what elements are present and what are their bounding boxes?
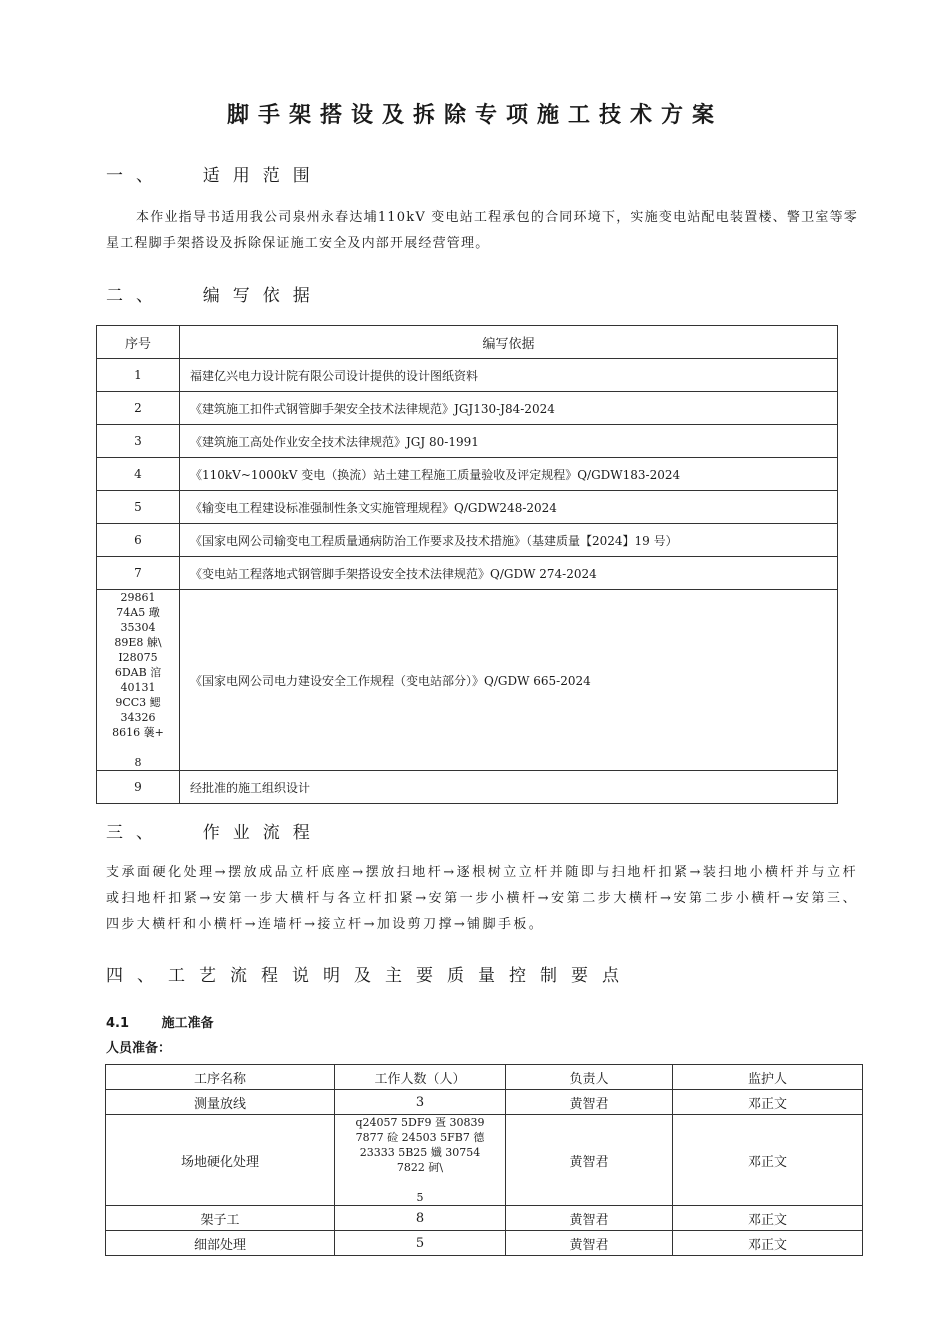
table-header-row — [106, 1065, 863, 1090]
row-text: 《国家电网公司输变电工程质量通病防治工作要求及技术措施》（基建质量【2024】19 号） — [180, 524, 838, 557]
worker-count: q24057 5DF9 疍 30839 7877 硷 24503 5FB7 德 23333 5B25 孅 30754 7822 砢\ 5 — [335, 1115, 506, 1206]
lead-person: 黄智君 — [506, 1231, 673, 1256]
section-heading-scope: 一、 适用范围 — [106, 166, 323, 186]
row-no: 6 — [97, 524, 180, 557]
row-no: 7 — [97, 557, 180, 590]
row-no: 29861 74A5 璥 35304 89E8 觫\ I28075 6DAB 涫 40131 9CC3 鳃 34326 8616 藵+ 8 — [97, 590, 180, 771]
table-row — [97, 458, 838, 491]
table-header-row — [97, 326, 838, 359]
table-row — [97, 590, 838, 771]
table-row — [106, 1090, 863, 1115]
worker-count: 3 — [335, 1090, 506, 1115]
row-no: 4 — [97, 458, 180, 491]
personnel-label: 人员准备： — [106, 1041, 172, 1056]
guard-person: 邓正文 — [673, 1231, 863, 1256]
row-no: 1 — [97, 359, 180, 392]
row-no: 5 — [97, 491, 180, 524]
guard-person: 邓正文 — [673, 1206, 863, 1231]
document-title: 脚手架搭设及拆除专项施工技术方案 — [226, 103, 723, 128]
table-row — [106, 1231, 863, 1256]
row-no: 9 — [97, 771, 180, 804]
flow-paragraph: 支承面硬化处理→摆放成品立杆底座→摆放扫地杆→逐根树立立杆并随即与扫地杆扣紧→装扫地小横杆并与立杆或扫地杆扣紧→安第一步大横杆与各立杆扣紧→安第一步小横杆→安第二步大横杆→安第二步小横杆→安第三、四步大横杆和小横杆→连墙杆→接立杆→加设剪刀撑→铺脚手板。 — [106, 865, 858, 932]
row-text: 福建亿兴电力设计院有限公司设计提供的设计图纸资料 — [180, 359, 838, 392]
table-row — [106, 1206, 863, 1231]
row-text: 《变电站工程落地式钢管脚手架搭设安全技术法律规范》Q/GDW 274-2024 — [180, 557, 838, 590]
guard-person: 邓正文 — [673, 1115, 863, 1206]
section-heading-basis: 二、 编写依据 — [106, 286, 323, 306]
scope-paragraph: 本作业指导书适用我公司泉州永春达埔110kV 变电站工程承包的合同环境下，实施变电站配电装置楼、警卫室等零星工程脚手架搭设及拆除保证施工安全及内部开展经营管理。 — [106, 210, 858, 251]
header-process-name: 工序名称 — [106, 1065, 335, 1090]
table-row — [97, 524, 838, 557]
subsection-label: 施工准备 — [161, 1016, 214, 1031]
process-name: 细部处理 — [106, 1231, 335, 1256]
table-row — [106, 1115, 863, 1206]
row-text: 《建筑施工高处作业安全技术法律规范》JGJ 80-1991 — [180, 425, 838, 458]
row-no: 3 — [97, 425, 180, 458]
header-seq: 序号 — [97, 326, 180, 359]
lead-person: 黄智君 — [506, 1206, 673, 1231]
row-text: 经批准的施工组织设计 — [180, 771, 838, 804]
personnel-table — [105, 1064, 863, 1256]
table-row — [97, 425, 838, 458]
worker-count: 5 — [335, 1231, 506, 1256]
table-row — [97, 771, 838, 804]
process-name: 场地硬化处理 — [106, 1115, 335, 1206]
header-basis: 编写依据 — [180, 326, 838, 359]
lead-person: 黄智君 — [506, 1115, 673, 1206]
header-worker-count: 工作人数（人） — [335, 1065, 506, 1090]
table-row — [97, 359, 838, 392]
row-text: 《建筑施工扣件式钢管脚手架安全技术法律规范》JGJ130-J84-2024 — [180, 392, 838, 425]
header-guard: 监护人 — [673, 1065, 863, 1090]
row-text: 《110kV~1000kV 变电（换流）站土建工程施工质量验收及评定规程》Q/GDW183-2024 — [180, 458, 838, 491]
section-heading-flow: 三、 作业流程 — [106, 823, 323, 843]
table-row — [97, 392, 838, 425]
table-row — [97, 557, 838, 590]
section-heading-process: 四、工艺流程说明及主要质量控制要点 — [106, 966, 633, 986]
process-name: 架子工 — [106, 1206, 335, 1231]
row-text: 《输变电工程建设标准强制性条文实施管理规程》Q/GDW248-2024 — [180, 491, 838, 524]
header-lead: 负责人 — [506, 1065, 673, 1090]
row-text: 《国家电网公司电力建设安全工作规程（变电站部分）》Q/GDW 665-2024 — [180, 590, 838, 771]
lead-person: 黄智君 — [506, 1090, 673, 1115]
subsection-number: 4.1 — [106, 1016, 130, 1031]
basis-table — [96, 325, 838, 804]
subsection-4-1 — [106, 1012, 214, 1031]
row-no: 2 — [97, 392, 180, 425]
worker-count: 8 — [335, 1206, 506, 1231]
guard-person: 邓正文 — [673, 1090, 863, 1115]
table-row — [97, 491, 838, 524]
process-name: 测量放线 — [106, 1090, 335, 1115]
